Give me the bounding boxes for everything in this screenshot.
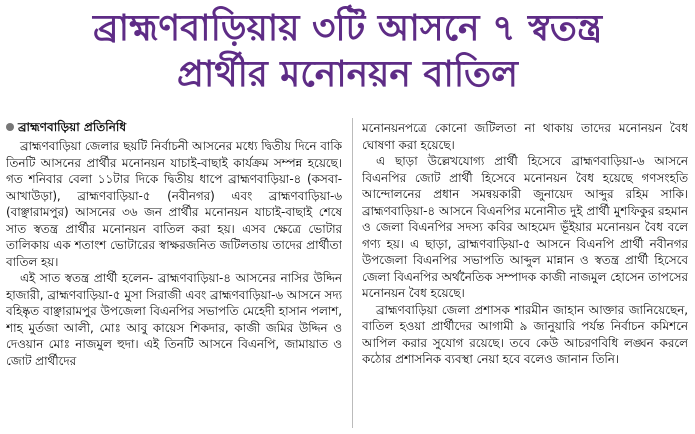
column-divider bbox=[352, 118, 353, 428]
headline-line-2: প্রার্থীর মনোনয়ন বাতিল bbox=[177, 54, 518, 95]
bullet-icon bbox=[6, 123, 14, 131]
left-column bbox=[6, 118, 342, 428]
paragraph: ব্রাহ্মণবাড়িয়া জেলার ছয়টি নির্বাচনী আসনের মধ্যে দ্বিতীয় দিনে বাকি তিনটি আসনের প্রার্থীর মনোনয়ন যাচাই-বাছাই কার্যক্রম সম্পন্ন হয়েছে। গত শনিবার বেলা ১১টার দিকে দ্বিতীয় ধাপে ব্রাহ্মণবাড়িয়া-৪ (কসবা-আখাউড়া), ব্রাহ্মণবাড়িয়া-৫ (নবীনগর) এবং ব্রাহ্মণবাড়িয়া-৬ (বাঞ্ছারামপুর) আসনের ৩৬ জন প্রার্থীর মনোনয়ন যাচাই-বাছাই শেষে সাত স্বতন্ত্র প্রার্থীর মনোনয়ন বাতিল করা হয়। এসব ক্ষেত্রে ভোটার তালিকায় এক শতাংশ ভোটারের স্বাক্ষরজনিত জটিলতায় তাদের প্রার্থীতা বাতিল হয়। bbox=[6, 139, 342, 269]
paragraph: এই সাত স্বতন্ত্র প্রার্থী হলেন- ব্রাহ্মণবাড়িয়া-৪ আসনের নাসির উদ্দিন হাজারী, ব্রাহ্মণবাড়িয়া-৫ মুসা সিরাজী এবং ব্রাহ্মণবাড়িয়া-৬ আসনে সদ্য বহিষ্কৃত বাঞ্ছারামপুর উপজেলা বিএনপির সভাপতি মেহেদী হাসান পলাশ, শাহ মুর্তজা আলী, মোঃ আবু কায়েস শিকদার, কাজী জমির উদ্দিন ও দেওয়ান মোঃ নাজমুল হুদা। এই তিনটি আসনে বিএনপি, জামায়াত ও জোট প্রার্থীদের bbox=[6, 271, 342, 368]
paragraph: ব্রাহ্মণবাড়িয়া জেলা প্রশাসক শারমীন জাহান আক্তার জানিয়েছেন, বাতিল হওয়া প্রার্থীদের আগামী ৯ জানুয়ারি পর্যন্ত নির্বাচন কমিশনে আপিল করার সুযোগ রয়েছে। তবে কেউ আচরণবিধি লঙ্ঘন করলে কঠোর প্রশাসনিক ব্যবস্থা নেয়া হবে বলেও জানান তিনি। bbox=[362, 302, 688, 366]
headline-line-1: ব্রাহ্মণবাড়িয়ায় ৩টি আসনে ৭ স্বতন্ত্র bbox=[93, 8, 602, 49]
byline bbox=[6, 118, 342, 136]
right-column bbox=[362, 120, 688, 428]
paragraph: এ ছাড়া উল্লেখযোগ্য প্রার্থী হিসেবে ব্রাহ্মণবাড়িয়া-৬ আসনে বিএনপির জোট প্রার্থী হিসেবে মনোনয়ন বৈধ হয়েছে গণসংহতি আন্দোলনের প্রধান সমন্বয়কারী জুনায়েদ আব্দুর রহিম সাকি। ব্রাহ্মণবাড়িয়া-৪ আসনে বিএনপির মনোনীত দুই প্রার্থী মুশফিকুর রহমান ও জেলা বিএনপির সদস্য কবির আহমেদ ভূঁইয়ার মনোনয়ন বৈধ বলে গণ্য হয়। এ ছাড়া, ব্রাহ্মণবাড়িয়া-৫ আসনে বিএনপি প্রার্থী নবীনগর উপজেলা বিএনপির সভাপতি আব্দুল মান্নান ও স্বতন্ত্র প্রার্থী হিসেবে জেলা বিএনপির অর্থনৈতিক সম্পাদক কাজী নাজমুল হোসেন তাপসের মনোনয়ন বৈধ হয়েছে। bbox=[362, 154, 688, 300]
headline bbox=[0, 6, 695, 98]
byline-text: ব্রাহ্মণবাড়িয়া প্রতিনিধি bbox=[18, 120, 127, 134]
paragraph: মনোনয়নপত্রে কোনো জটিলতা না থাকায় তাদের মনোনয়ন বৈধ ঘোষণা করা হয়েছে। bbox=[362, 121, 688, 152]
